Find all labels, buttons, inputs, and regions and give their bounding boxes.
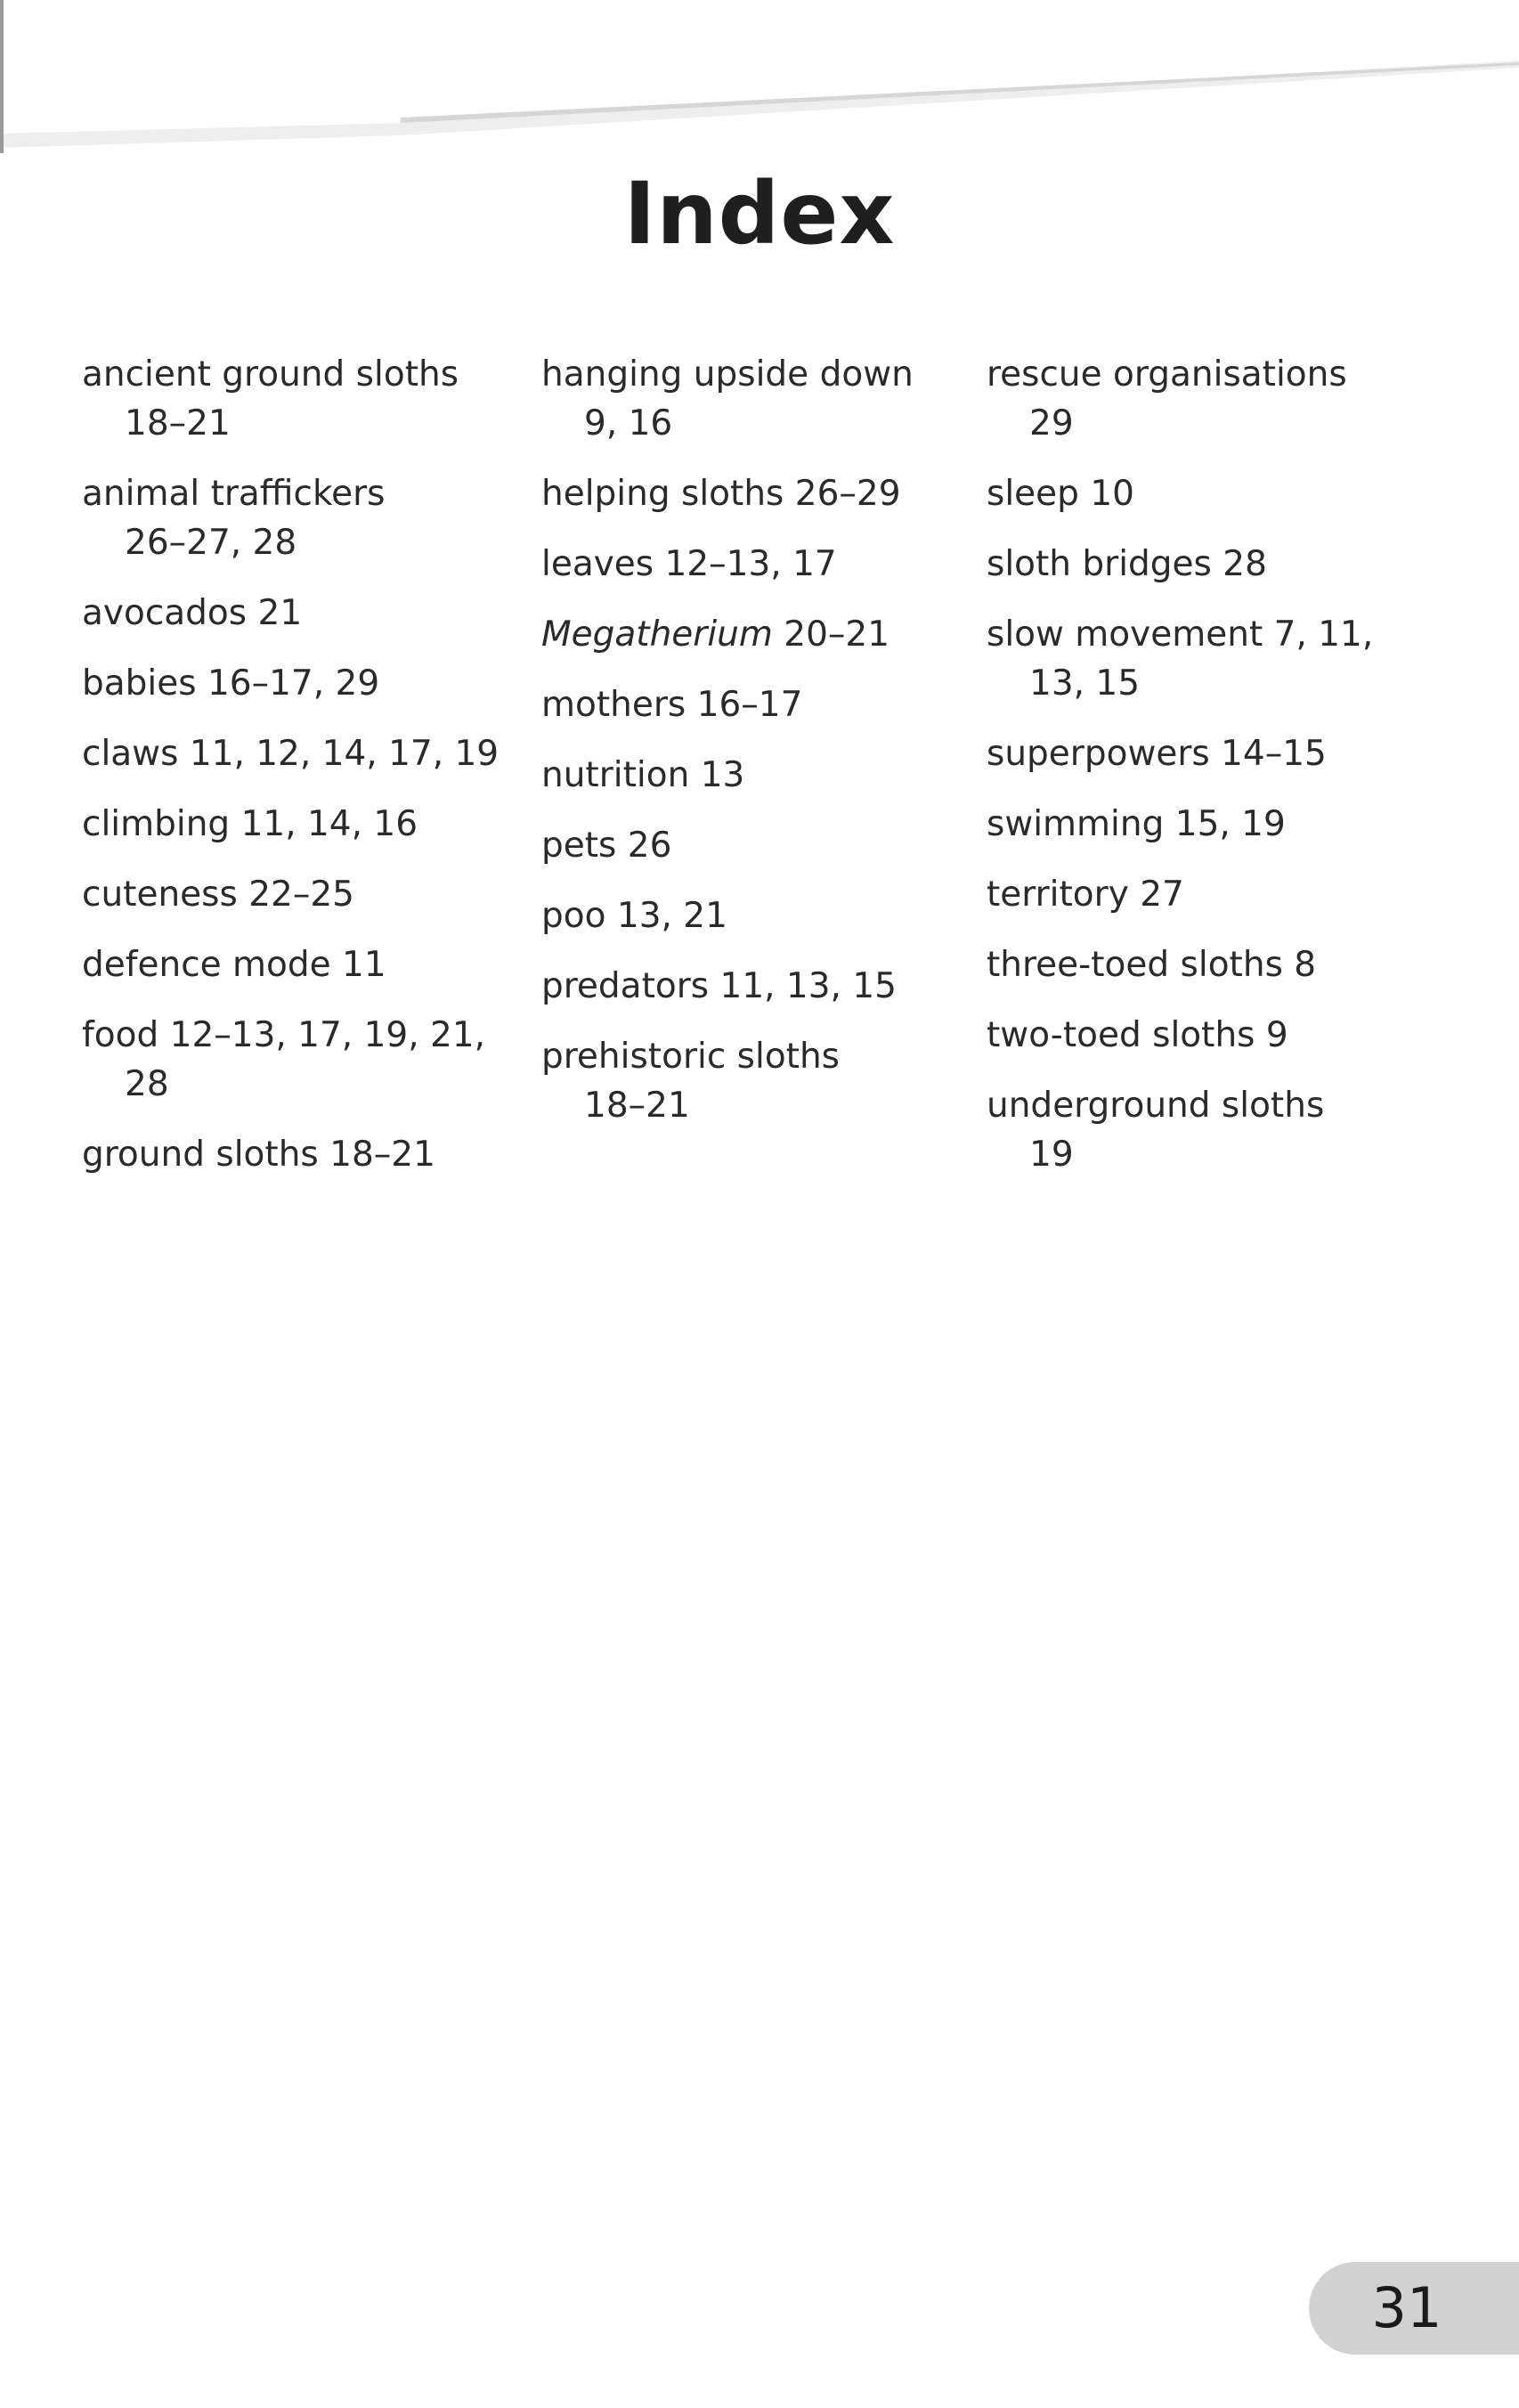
index-entry <box>987 350 1432 448</box>
index-page-refs: 9 <box>1265 1015 1288 1055</box>
index-term: helping sloths <box>541 474 784 514</box>
index-entry <box>541 891 987 940</box>
index-term: two-toed sloths <box>987 1015 1255 1055</box>
index-entry <box>987 1081 1432 1179</box>
index-term: climbing <box>82 804 231 844</box>
index-term: poo <box>541 896 606 936</box>
index-page-refs: 20–21 <box>784 614 890 655</box>
index-page-refs: 11, 13, 15 <box>719 966 897 1006</box>
index-page-refs: 9, 16 <box>584 403 673 443</box>
index-term: rescue organisations <box>987 354 1347 395</box>
index-entry <box>541 1032 987 1130</box>
index-entry <box>987 540 1432 589</box>
index-entry <box>82 589 527 638</box>
index-entry <box>82 940 527 989</box>
index-term: sloth bridges <box>987 544 1212 584</box>
index-page-refs: 13, 21 <box>616 896 727 936</box>
index-term: territory <box>987 875 1129 915</box>
index-term: ancient ground sloths <box>82 354 459 395</box>
index-entry <box>987 800 1432 849</box>
index-entry <box>541 540 987 589</box>
index-page-refs: 8 <box>1294 945 1317 985</box>
index-page-refs: 18–21 <box>329 1135 435 1175</box>
index-entry <box>82 729 527 778</box>
index-page-refs: 12–13, 17 <box>664 544 837 584</box>
index-entry <box>987 870 1432 919</box>
index-page-refs: 16–17, 29 <box>207 663 380 704</box>
index-entry <box>541 751 987 800</box>
index-term: superpowers <box>987 734 1210 774</box>
index-entry <box>82 469 527 567</box>
index-page-refs: 11, 12, 14, 17, 19 <box>189 734 500 774</box>
index-term: babies <box>82 663 197 704</box>
index-column-1 <box>82 350 527 1200</box>
index-entry <box>82 659 527 708</box>
index-term: sleep <box>987 474 1079 514</box>
index-page-refs: 15, 19 <box>1174 804 1286 844</box>
index-entry <box>987 940 1432 989</box>
index-entry <box>82 870 527 919</box>
index-page-refs: 19 <box>1029 1135 1074 1175</box>
index-page-refs: 12–13, 17, 19, 21, 28 <box>125 1015 486 1104</box>
index-term: three-toed sloths <box>987 945 1283 985</box>
index-entry <box>987 729 1432 778</box>
index-term: defence mode <box>82 945 331 985</box>
index-term: underground sloths <box>987 1086 1325 1126</box>
index-term: mothers <box>541 685 686 725</box>
index-page-refs: 11 <box>342 945 386 985</box>
index-page-refs: 16–17 <box>696 685 803 725</box>
index-entry <box>987 1011 1432 1060</box>
index-page-refs: 18–21 <box>125 403 231 443</box>
index-page-refs: 29 <box>1029 403 1074 443</box>
index-entry <box>541 610 987 659</box>
index-entry <box>82 1130 527 1179</box>
index-term: claws <box>82 734 179 774</box>
index-term: food <box>82 1015 159 1055</box>
index-column-3 <box>987 350 1432 1200</box>
index-entry <box>541 962 987 1011</box>
header-band <box>0 0 1519 178</box>
index-page-refs: 10 <box>1090 474 1134 514</box>
index-term: slow movement <box>987 614 1263 655</box>
index-page-refs: 7, 11, 13, 15 <box>1029 614 1374 704</box>
index-entry <box>541 821 987 870</box>
page-title: Index <box>623 164 896 264</box>
index-term: nutrition <box>541 755 690 795</box>
index-page-refs: 22–25 <box>248 875 354 915</box>
index-page-refs: 26 <box>627 826 672 866</box>
index-page-refs: 18–21 <box>584 1086 690 1126</box>
index-entry <box>541 350 987 448</box>
index-entry <box>541 469 987 518</box>
index-page-refs: 21 <box>257 593 303 633</box>
index-term: leaves <box>541 544 654 584</box>
index-term: predators <box>541 966 710 1006</box>
index-page-refs: 28 <box>1223 544 1267 584</box>
index-term: hanging upside down <box>541 354 914 395</box>
index-page-refs: 26–29 <box>794 474 901 514</box>
index-term: Megatherium <box>541 614 773 655</box>
index-term: prehistoric sloths <box>541 1037 841 1077</box>
index-term: animal traffickers <box>82 474 386 514</box>
index-entry <box>541 680 987 729</box>
index-term: swimming <box>987 804 1165 844</box>
index-entry <box>987 610 1432 708</box>
index-page-refs: 11, 14, 16 <box>240 804 418 844</box>
index-page-refs: 14–15 <box>1221 734 1327 774</box>
index-page-refs: 27 <box>1140 875 1184 915</box>
index-entry <box>82 800 527 849</box>
index-term: cuteness <box>82 875 238 915</box>
index-page-refs: 26–27, 28 <box>125 523 297 563</box>
index-term: ground sloths <box>82 1135 319 1175</box>
index-entry <box>987 469 1432 518</box>
index-term: pets <box>541 826 617 866</box>
index-page-refs: 13 <box>700 755 745 795</box>
page-number: 31 <box>1371 2275 1442 2340</box>
index-term: avocados <box>82 593 248 633</box>
index-entry <box>82 1011 527 1109</box>
index-column-2 <box>541 350 987 1151</box>
index-entry <box>82 350 527 448</box>
